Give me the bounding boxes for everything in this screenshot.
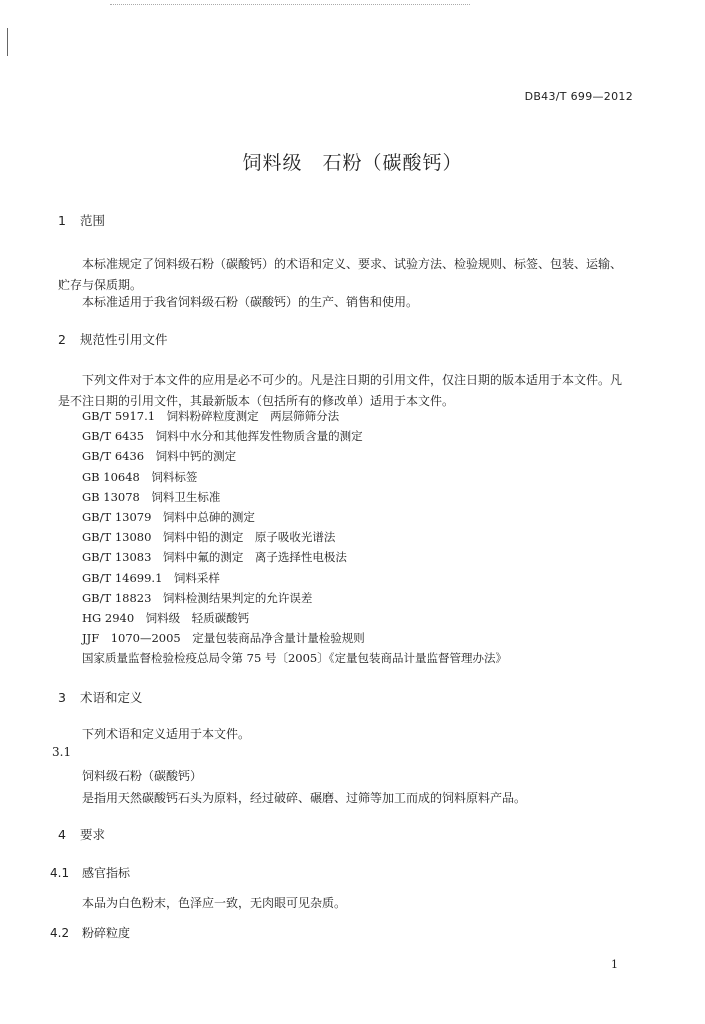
section-2-intro: 下列文件对于本文件的应用是必不可少的。凡是注日期的引用文件，仅注日期的版本适用于本文件。凡是不注日期的引用文件，其最新版本（包括所有的修改单）适用于本文件。: [58, 373, 623, 408]
section-number: 3: [58, 690, 66, 705]
section-title: 范围: [80, 213, 106, 228]
term-name: 饲料级石粉（碳酸钙）: [82, 769, 203, 783]
reference-item: GB/T 13083 饲料中氟的测定 离子选择性电极法: [82, 550, 347, 565]
reference-item: GB/T 6436 饲料中钙的测定: [82, 449, 237, 464]
page-number: 1: [611, 958, 618, 971]
section-number: 2: [58, 332, 66, 347]
section-2-heading: [58, 330, 168, 348]
reference-item: GB/T 13079 饲料中总砷的测定: [82, 509, 255, 524]
reference-item: JJF 1070—2005 定量包装商品净含量计量检验规则: [82, 631, 365, 646]
section-number: 4: [58, 827, 66, 842]
reference-list: [82, 408, 507, 670]
section-title: 规范性引用文件: [80, 332, 168, 347]
subsection-4-2-heading: [50, 924, 130, 941]
reference-item: GB 13078 饲料卫生标准: [82, 489, 221, 504]
term-number: 3.1: [52, 745, 72, 759]
section-3-heading: [58, 688, 143, 706]
subsection-title: 感官指标: [82, 866, 131, 880]
subsection-4-1-heading: [50, 864, 130, 881]
reference-item: GB/T 13080 饲料中铅的测定 原子吸收光谱法: [82, 530, 336, 545]
section-number: 1: [58, 213, 66, 228]
section-1-paragraph-1: 本标准规定了饲料级石粉（碳酸钙）的术语和定义、要求、试验方法、检验规则、标签、包装、运输、贮存与保质期。: [58, 257, 623, 292]
section-1-heading: [58, 211, 105, 229]
scan-top-dots: [110, 4, 470, 6]
reference-item: GB 10648 饲料标签: [82, 469, 198, 484]
reference-item: HG 2940 饲料级 轻质碳酸钙: [82, 610, 250, 625]
section-1-paragraph-2: 本标准适用于我省饲料级石粉（碳酸钙）的生产、销售和使用。: [82, 295, 419, 309]
subsection-number: 4.1: [50, 866, 70, 880]
subsection-number: 4.2: [50, 926, 70, 940]
section-3-intro: 下列术语和定义适用于本文件。: [82, 727, 251, 741]
document-id: DB43/T 699—2012: [524, 90, 633, 103]
reference-item: 国家质量监督检验检疫总局令第 75 号〔2005〕《定量包装商品计量监督管理办法》: [82, 651, 507, 666]
section-title: 要求: [80, 827, 106, 842]
section-title: 术语和定义: [80, 690, 143, 705]
term-definition: 是指用天然碳酸钙石头为原料，经过破碎、碾磨、过筛等加工而成的饲料原料产品。: [82, 791, 527, 805]
reference-item: GB/T 18823 饲料检测结果判定的允许误差: [82, 590, 313, 605]
reference-item: GB/T 5917.1 饲料粉碎粒度测定 两层筛筛分法: [82, 409, 340, 423]
subsection-4-1-text: 本品为白色粉末，色泽应一致，无肉眼可见杂质。: [82, 896, 347, 910]
section-4-heading: [58, 825, 105, 843]
document-title: 饲料级 石粉（碳酸钙）: [242, 152, 463, 174]
reference-item: GB/T 14699.1 饲料采样: [82, 570, 220, 585]
subsection-title: 粉碎粒度: [82, 926, 131, 940]
scan-edge-mark: [7, 28, 8, 56]
reference-item: GB/T 6435 饲料中水分和其他挥发性物质含量的测定: [82, 429, 363, 444]
